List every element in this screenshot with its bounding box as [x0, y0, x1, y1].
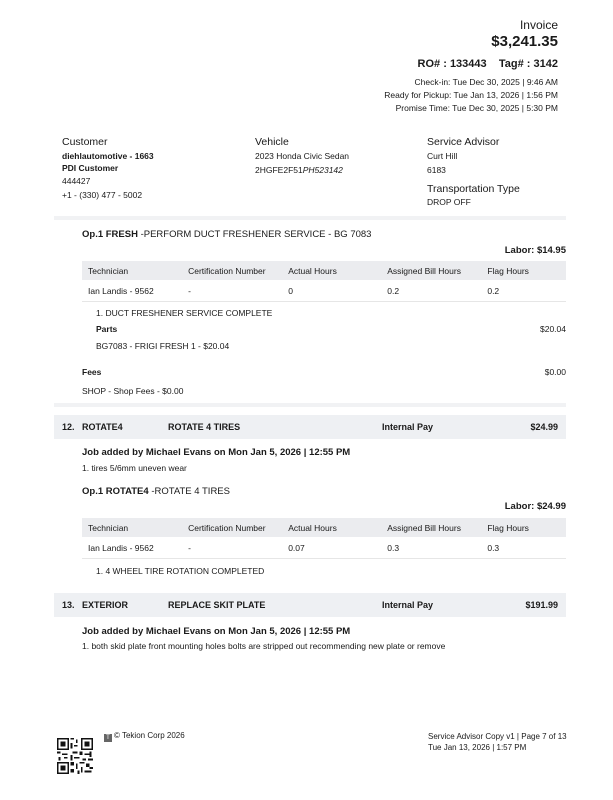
col-assigned: Assigned Bill Hours	[381, 518, 481, 537]
copyright-text: © Tekion Corp 2026	[114, 731, 185, 740]
cell-flag: 0.3	[481, 537, 566, 559]
vin-prefix: 2HGFE2F51	[255, 164, 303, 175]
cell-flag: 0.2	[481, 280, 566, 302]
customer-number: 444427	[62, 176, 91, 186]
op-fresh-title	[82, 229, 371, 240]
job-12-added: Job added by Michael Evans on Mon Jan 5, 2026 | 12:55 PM	[82, 447, 351, 458]
job-13-code: EXTERIOR	[82, 600, 129, 610]
col-flag: Flag Hours	[481, 261, 566, 280]
job-12-number: 12.	[62, 422, 75, 432]
job-12-amount: $24.99	[530, 422, 558, 432]
job-12-pay-type: Internal Pay	[382, 422, 434, 432]
advisor-name: Curt Hill	[427, 151, 458, 161]
job-12-complete: 1. 4 WHEEL TIRE ROTATION COMPLETED	[96, 566, 265, 576]
advisor-id: 6183	[427, 164, 446, 175]
job-13-note: 1. both skid plate front mounting holes bolts are stripped out recommending new plate or remove	[82, 641, 446, 651]
transport-heading: Transportation Type	[427, 183, 520, 195]
job-12-code: ROTATE4	[82, 422, 123, 432]
job-12-bar	[54, 415, 566, 439]
table-row	[82, 280, 566, 302]
parts-label: Parts	[96, 324, 118, 334]
fees-label: Fees	[82, 367, 102, 377]
op-fresh-desc: -PERFORM DUCT FRESHENER SERVICE - BG 7083	[137, 229, 372, 240]
job-12-op-code: Op.1 ROTATE4	[82, 486, 149, 497]
section-divider	[54, 216, 566, 220]
job-12-op-desc: -ROTATE 4 TIRES	[148, 486, 230, 497]
job-13-pay-type: Internal Pay	[382, 600, 434, 610]
footer-meta	[428, 731, 567, 753]
ready-pickup-time: Ready for Pickup: Tue Jan 13, 2026 | 1:56 PM	[384, 90, 558, 100]
check-in-time: Check-in: Tue Dec 30, 2025 | 9:46 AM	[414, 77, 558, 87]
footer-copyright	[104, 731, 185, 742]
vin-suffix: PH523142	[302, 164, 343, 175]
job-13-added: Job added by Michael Evans on Mon Jan 5, 2026 | 12:55 PM	[82, 626, 351, 637]
job-12-name: ROTATE 4 TIRES	[168, 422, 241, 432]
job-13-amount: $191.99	[525, 600, 558, 610]
cell-cert: -	[182, 280, 282, 302]
customer-account: diehlautomotive - 1663	[62, 151, 154, 161]
invoice-total: $3,241.35	[491, 33, 558, 50]
vehicle-heading: Vehicle	[255, 136, 289, 148]
job-12-note: 1. tires 5/6mm uneven wear	[82, 463, 187, 473]
cell-technician: Ian Landis - 9562	[82, 280, 182, 302]
job-12-op-title	[82, 486, 230, 497]
job-13-name: REPLACE SKIT PLATE	[168, 600, 266, 610]
invoice-title: Invoice	[519, 18, 558, 32]
col-assigned: Assigned Bill Hours	[381, 261, 481, 280]
section-divider	[54, 403, 566, 407]
printed-time: Tue Jan 13, 2026 | 1:57 PM	[428, 743, 527, 752]
tekion-logo-icon: T	[104, 734, 112, 742]
qr-code-icon	[57, 738, 93, 774]
vehicle-model: 2023 Honda Civic Sedan	[255, 151, 350, 161]
ro-number: RO# : 133443	[417, 58, 487, 70]
advisor-heading: Service Advisor	[427, 136, 500, 148]
fees-total: $0.00	[544, 367, 566, 377]
op-fresh-tech-table	[82, 261, 566, 302]
part-line: BG7083 - FRIGI FRESH 1 - $20.04	[96, 341, 230, 351]
customer-info	[62, 151, 154, 201]
tag-number: Tag# : 3142	[498, 58, 558, 70]
promise-time: Promise Time: Tue Dec 30, 2025 | 5:30 PM	[395, 103, 558, 113]
cell-technician: Ian Landis - 9562	[82, 537, 182, 559]
transport-type: DROP OFF	[427, 197, 471, 207]
cell-actual: 0	[282, 280, 381, 302]
customer-type: PDI Customer	[62, 162, 119, 173]
op-fresh-labor: Labor: $14.95	[504, 245, 566, 256]
customer-phone: +1 - (330) 477 - 5002	[62, 189, 143, 200]
col-technician: Technician	[82, 261, 182, 280]
col-actual: Actual Hours	[282, 518, 381, 537]
col-flag: Flag Hours	[481, 518, 566, 537]
table-row	[82, 537, 566, 559]
cell-assigned: 0.2	[381, 280, 481, 302]
copy-info: Service Advisor Copy v1 | Page 7 of 13	[428, 732, 567, 741]
vehicle-info	[255, 151, 349, 176]
cell-cert: -	[182, 537, 282, 559]
job-13-number: 13.	[62, 600, 75, 610]
cell-actual: 0.07	[282, 537, 381, 559]
job-12-labor: Labor: $24.99	[504, 501, 566, 512]
op-fresh-complete: 1. DUCT FRESHENER SERVICE COMPLETE	[96, 308, 273, 318]
job-13-bar	[54, 593, 566, 617]
col-actual: Actual Hours	[282, 261, 381, 280]
parts-total: $20.04	[540, 324, 566, 334]
vehicle-vin	[255, 165, 349, 177]
job-12-tech-table	[82, 518, 566, 559]
advisor-info	[427, 151, 457, 176]
cell-assigned: 0.3	[381, 537, 481, 559]
col-technician: Technician	[82, 518, 182, 537]
col-cert: Certification Number	[182, 261, 282, 280]
fee-line: SHOP - Shop Fees - $0.00	[82, 386, 184, 396]
col-cert: Certification Number	[182, 518, 282, 537]
ro-tag-line	[418, 58, 558, 70]
table-header-row	[82, 518, 566, 537]
op-fresh-code: Op.1 FRESH	[82, 229, 138, 240]
customer-heading: Customer	[62, 136, 108, 148]
table-header-row	[82, 261, 566, 280]
